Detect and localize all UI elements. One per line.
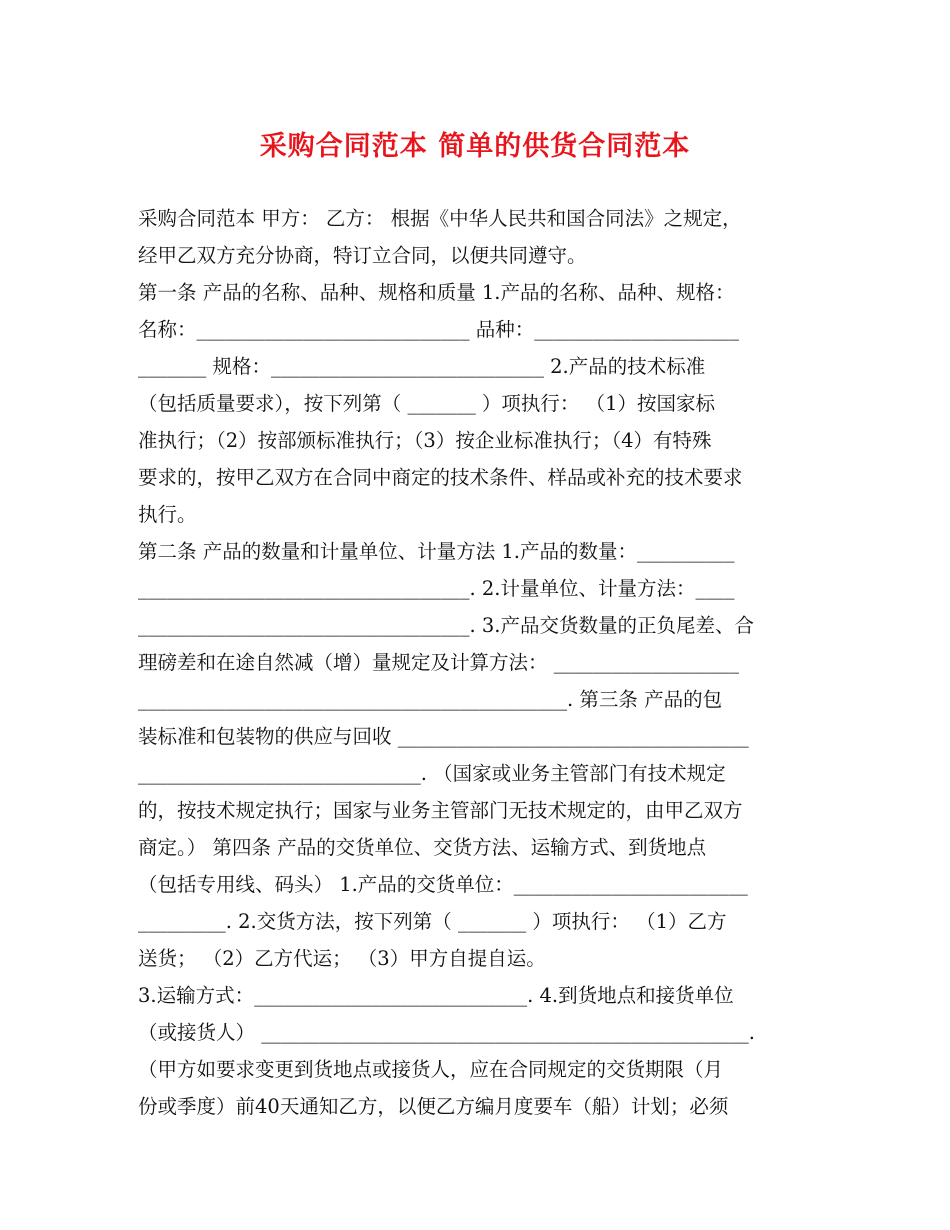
- contract-line: _________. 2.交货方法，按下列第（ _______ ）项执行： （1）乙方: [138, 910, 727, 933]
- contract-line: （甲方如要求变更到货地点或接货人，应在合同规定的交货期限（月: [138, 1058, 724, 1081]
- contract-line: 准执行；（2）按部颁标准执行；（3）按企业标准执行；（4）有特殊: [138, 429, 712, 452]
- contract-line: 商定。） 第四条 产品的交货单位、交货方法、运输方式、到货地点: [138, 836, 707, 859]
- contract-body: [138, 200, 814, 1125]
- contract-line: _______ 规格：____________________________ 2.产品的技术标准: [138, 355, 706, 378]
- contract-line: 采购合同范本 甲方： 乙方： 根据《中华人民共和国合同法》之规定，: [138, 207, 742, 230]
- contract-line: __________________________________. 2.计量单位、计量方法：____: [138, 577, 735, 600]
- contract-line: （或接货人） __________________________________________________.: [138, 1021, 755, 1044]
- contract-line: 第二条 产品的数量和计量单位、计量方法 1.产品的数量：__________: [138, 540, 735, 563]
- contract-line: 名称：____________________________ 品种：_____________________: [138, 318, 739, 341]
- contract-line: ____________________________________________. 第三条 产品的包: [138, 688, 723, 711]
- contract-line: 3.运输方式：____________________________. 4.到货地点和接货单位: [138, 984, 734, 1007]
- contract-line: 的，按技术规定执行；国家与业务主管部门无技术规定的，由甲乙双方: [138, 799, 743, 822]
- contract-line: __________________________________. 3.产品交货数量的正负尾差、合: [138, 614, 755, 637]
- contract-line: 第一条 产品的名称、品种、规格和质量 1.产品的名称、品种、规格：: [138, 281, 735, 304]
- contract-line: （包括专用线、码头） 1.产品的交货单位：________________________: [138, 873, 748, 896]
- contract-line: _____________________________. （国家或业务主管部门有技术规定: [138, 762, 726, 785]
- contract-line: 要求的，按甲乙双方在合同中商定的技术条件、样品或补充的技术要求: [138, 466, 743, 489]
- contract-line: 送货； （2）乙方代运； （3）甲方自提自运。: [138, 947, 546, 970]
- contract-line: 理磅差和在途自然减（增）量规定及计算方法： ___________________: [138, 651, 739, 674]
- contract-line: 份或季度）前40天通知乙方，以便乙方编月度要车（船）计划；必须: [138, 1095, 729, 1118]
- contract-line: 经甲乙双方充分协商，特订立合同，以便共同遵守。: [138, 244, 587, 267]
- contract-line: （包括质量要求），按下列第（ _______ ）项执行： （1）按国家标: [138, 392, 716, 415]
- contract-line: 装标准和包装物的供应与回收 ____________________________________: [138, 725, 749, 748]
- contract-line: 执行。: [138, 503, 197, 526]
- document-title: 采购合同范本 简单的供货合同范本: [259, 131, 691, 162]
